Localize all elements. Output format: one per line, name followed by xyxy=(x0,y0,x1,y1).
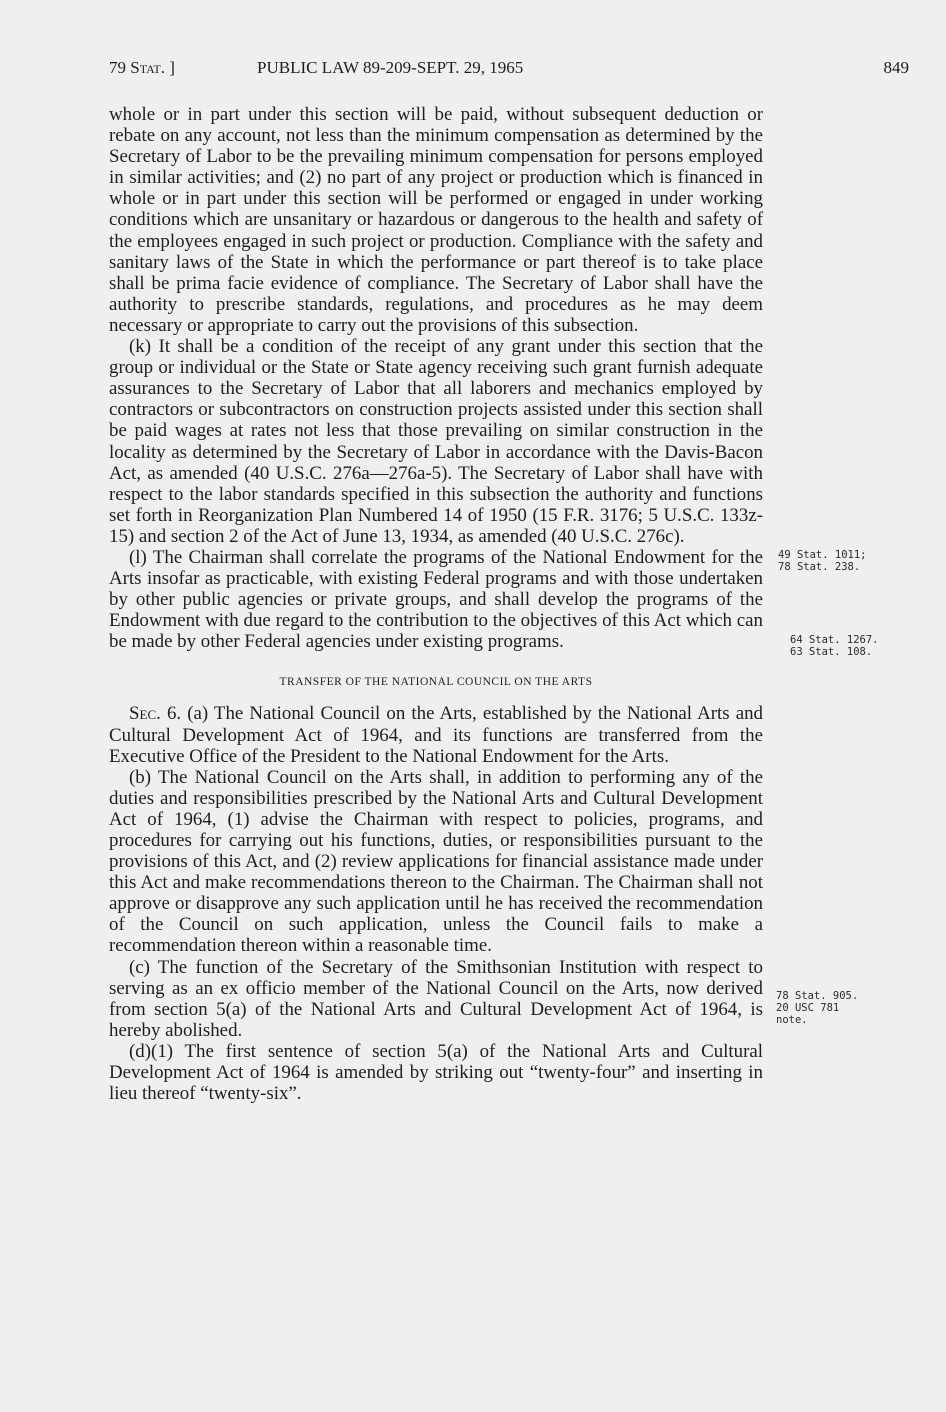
paragraph-sec6-d: (d)(1) The first sentence of section 5(a) of the National Arts and Cultural Development Act of 1964 is amended by striking out “twenty-four” and inserting in lieu thereof “twenty-six”. xyxy=(109,1040,763,1105)
paragraph-sec6-a xyxy=(109,703,763,766)
page-number: 849 xyxy=(883,58,909,77)
margin-note-arts-act: 78 Stat. 905. 20 USC 781 note. xyxy=(776,990,859,1026)
header-bracket: ] xyxy=(169,58,175,77)
margin-note-reorganization: 64 Stat. 1267. 63 Stat. 108. xyxy=(790,634,879,658)
section-heading: TRANSFER OF THE NATIONAL COUNCIL ON THE ARTS xyxy=(279,676,593,689)
paragraph-l: (l) The Chairman shall correlate the programs of the National Endowment for the Arts insofar as practicable, with existing Federal programs and with those undertaken by other public agencies or private groups, and shall develop the programs of the Endowment with due regard to the contribution to the objectives of this Act which can be made by other Federal agencies under existing programs. xyxy=(109,546,763,653)
margin-note-davis-bacon: 49 Stat. 1011; 78 Stat. 238. xyxy=(778,549,867,573)
paragraph-continuation: whole or in part under this section will be paid, without subsequent deduction or rebate on any account, not less than the minimum compensation as determined by the Secretary of Labor to be the prevailing minimum compensation for persons employed in similar activities; and (2) no part of any project or production which is financed in whole or in part under this section will be performed or engaged in under working conditions which are unsanitary or hazardous or dangerous to the health and safety of the employees engaged in such project or production. Compliance with the safety and sanitary laws of the State in which the performance or part thereof is to take place shall be prima facie evidence of compliance. The Secretary of Labor shall have the authority to prescribe standards, regulations, and procedures as he may deem necessary or appropriate to carry out the provisions of this subsection. xyxy=(109,104,763,336)
paragraph-sec6-c: (c) The function of the Secretary of the Smithsonian Institution with respect to serving as an ex officio member of the National Council on the Arts, now derived from section 5(a) of the National Arts and Cultural Development Act of 1964, is hereby abolished. xyxy=(109,956,763,1041)
volume-number: 79 xyxy=(109,58,126,77)
stat-label: Stat. xyxy=(130,58,165,77)
paragraph-k: (k) It shall be a condition of the receipt of any grant under this section that the group or individual or the State or State agency receiving such grant furnish adequate assurances to the Secretary of Labor that all laborers and mechanics employed by contractors or subcontractors on construction projects assisted under this section shall be paid wages at rates not less that those prevailing on similar construction in the locality as determined by the Secretary of Labor in accordance with the Davis-Bacon Act, as amended (40 U.S.C. 276a—276a-5). The Secretary of Labor shall have with respect to the labor standards specified in this subsection the authority and functions set forth in Reorganization Plan Numbered 14 of 1950 (15 F.R. 3176; 5 U.S.C. 133z-15) and section 2 of the Act of June 13, 1934, as amended (40 U.S.C. 276c). xyxy=(109,336,763,547)
header-title: PUBLIC LAW 89-209-SEPT. 29, 1965 xyxy=(257,58,524,77)
running-header xyxy=(109,58,909,84)
sec-label: Sec. xyxy=(129,703,161,725)
body-text xyxy=(109,104,763,1104)
paragraph-sec6-b: (b) The National Council on the Arts shall, in addition to performing any of the duties and responsibilities prescribed by the National Arts and Cultural Development Act of 1964, (1) advise the Chairman with respect to policies, programs, and procedures for carrying out his functions, duties, or responsibilities pursuant to the provisions of this Act, and (2) review applications for financial assistance made under this Act and make recommendations thereon to the Chairman. The Chairman shall not approve or disapprove any such application until he has received the recommendation of the Council on such application, unless the Council fails to make a recommendation thereon within a reasonable time. xyxy=(109,766,763,957)
paragraph-sec6-a-text: 6. (a) The National Council on the Arts, established by the National Arts and Cultural Development Act of 1964, and its functions are transferred from the Executive Office of the President to the National Endowment for the Arts. xyxy=(109,703,763,767)
statute-volume xyxy=(109,58,175,78)
